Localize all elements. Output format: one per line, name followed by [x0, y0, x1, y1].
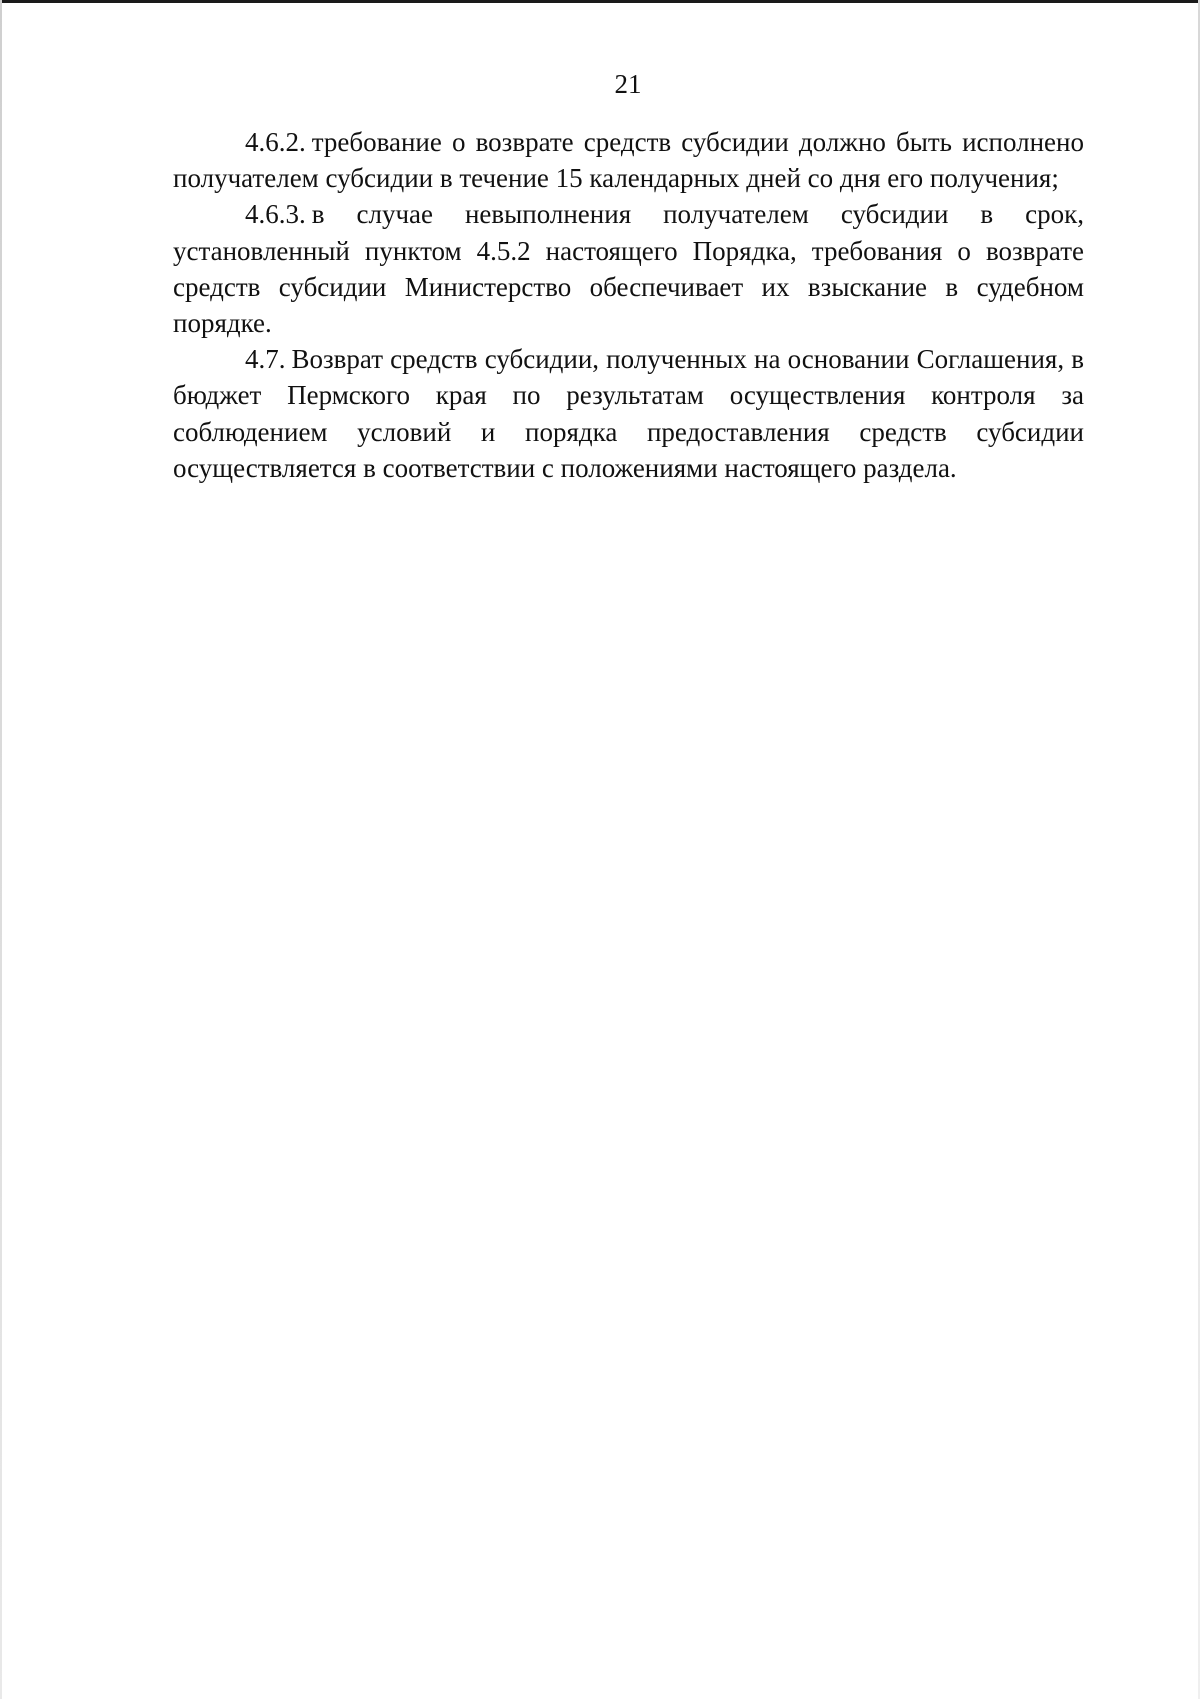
paragraph-4-6-3	[173, 196, 1084, 341]
paragraph-text: в случае невыполнения получателем субсидии в срок, установленный пунктом 4.5.2 настоящего Порядка, требования о возврате средств субсидии Министерство обеспечивает их взыскание в судебном порядке.	[173, 199, 1084, 339]
paragraph-number: 4.7.	[245, 344, 286, 375]
paragraph-number: 4.6.3.	[245, 199, 306, 230]
paragraph-number: 4.6.2.	[245, 127, 306, 157]
scan-left-edge	[0, 0, 2, 1699]
document-body	[173, 124, 1084, 486]
paragraph-4-7	[173, 341, 1084, 486]
page-number: 21	[614, 69, 642, 99]
paragraph-text: Возврат средств субсидии, полученных на основании Соглашения, в бюджет Пермского края по результатам осуществления контроля за соблюдением условий и порядка предоставления средств субсидии осуществляется в соответствии с положениями настоящего раздела.	[173, 344, 1084, 483]
scan-top-edge	[0, 0, 1200, 3]
paragraph-4-6-2	[173, 124, 1084, 196]
paragraph-text: требование о возврате средств субсидии должно быть исполнено получателем субсидии в течение 15 календарных дней со дня его получения;	[173, 127, 1084, 194]
